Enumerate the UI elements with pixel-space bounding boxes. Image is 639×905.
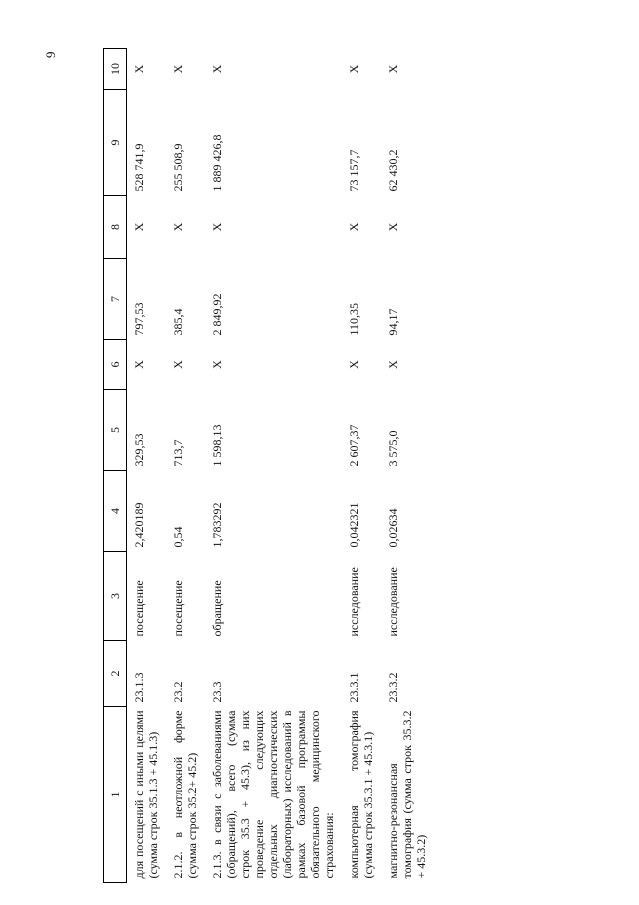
x-mark: X xyxy=(132,64,146,74)
header-cell: 2 xyxy=(104,641,127,707)
row-name: 2.1.3. в связи с заболеваниями (обращений), всего (сумма строк 35.3 + 45.3), из них проведение следующих отдельных диагностических (лабораторных) исследований в рамках базовой программы обязательного медицинского страхования: xyxy=(210,710,336,879)
table-row xyxy=(205,49,342,883)
table-row xyxy=(166,49,205,883)
row-name: 2.1.2. в неотложной форме (сумма строк 35.2+ 45.2) xyxy=(171,710,199,879)
value-cell: 528 741,9 xyxy=(132,143,146,192)
value-cell: 1,783292 xyxy=(210,502,224,548)
header-row xyxy=(104,49,127,883)
value-cell: 255 508,9 xyxy=(171,143,185,192)
table-row xyxy=(127,49,167,883)
row-code: 23.2 xyxy=(171,681,185,703)
value-cell: 0,54 xyxy=(171,526,185,548)
unit-cell: обращение xyxy=(210,580,224,637)
table-row xyxy=(342,49,381,883)
header-cell: 4 xyxy=(104,471,127,552)
row-code: 23.1.3 xyxy=(132,672,146,703)
value-cell: 713,7 xyxy=(171,439,185,467)
x-mark: X xyxy=(132,222,146,232)
row-name: магнитно-резонансная томография (сумма строк 35.3.2 + 45.3.2) xyxy=(386,710,428,879)
x-mark: X xyxy=(386,64,400,74)
x-mark: X xyxy=(347,64,361,74)
value-cell: 110,35 xyxy=(347,302,361,336)
table-row xyxy=(381,49,434,883)
value-cell: 2 607,37 xyxy=(347,424,361,467)
x-mark: X xyxy=(132,360,146,369)
unit-cell: исследование xyxy=(386,567,400,637)
value-cell: 62 430,2 xyxy=(386,149,400,192)
unit-cell: исследование xyxy=(347,567,361,637)
row-name: компьютерная томография (сумма строк 35.3.1 + 45.3.1) xyxy=(347,710,375,879)
data-table xyxy=(103,48,434,883)
x-mark: X xyxy=(171,64,185,74)
x-mark: X xyxy=(386,222,400,232)
unit-cell: посещение xyxy=(171,580,185,637)
value-cell: 3 575,0 xyxy=(386,430,400,467)
value-cell: 73 157,7 xyxy=(347,149,361,192)
header-cell: 8 xyxy=(104,196,127,259)
value-cell: 797,53 xyxy=(132,302,146,336)
value-cell: 2 849,92 xyxy=(210,293,224,336)
page-number: 9 xyxy=(43,51,58,58)
x-mark: X xyxy=(171,222,185,232)
x-mark: X xyxy=(347,360,361,369)
value-cell: 0,02634 xyxy=(386,508,400,548)
value-cell: 94,17 xyxy=(386,308,400,336)
header-cell: 9 xyxy=(104,90,127,196)
value-cell: 0,042321 xyxy=(347,502,361,548)
x-mark: X xyxy=(210,222,224,232)
value-cell: 329,53 xyxy=(132,433,146,467)
header-cell: 10 xyxy=(104,49,127,90)
header-cell: 3 xyxy=(104,552,127,641)
header-cell: 6 xyxy=(104,340,127,390)
value-cell: 1 889 426,8 xyxy=(210,134,224,192)
row-code: 23.3 xyxy=(210,681,224,703)
header-cell: 5 xyxy=(104,390,127,471)
value-cell: 2,420189 xyxy=(132,502,146,548)
x-mark: X xyxy=(171,360,185,369)
header-cell: 7 xyxy=(104,259,127,340)
header-cell: 1 xyxy=(104,707,127,883)
value-cell: 385,4 xyxy=(171,308,185,336)
row-code: 23.3.1 xyxy=(347,672,361,703)
x-mark: X xyxy=(210,64,224,74)
unit-cell: посещение xyxy=(132,580,146,637)
value-cell: 1 598,13 xyxy=(210,424,224,467)
row-name: для посещений с иными целями (сумма строк 35.1.3 + 45.1.3) xyxy=(132,710,160,879)
row-code: 23.3.2 xyxy=(386,672,400,703)
x-mark: X xyxy=(347,222,361,232)
x-mark: X xyxy=(210,360,224,369)
x-mark: X xyxy=(386,360,400,369)
